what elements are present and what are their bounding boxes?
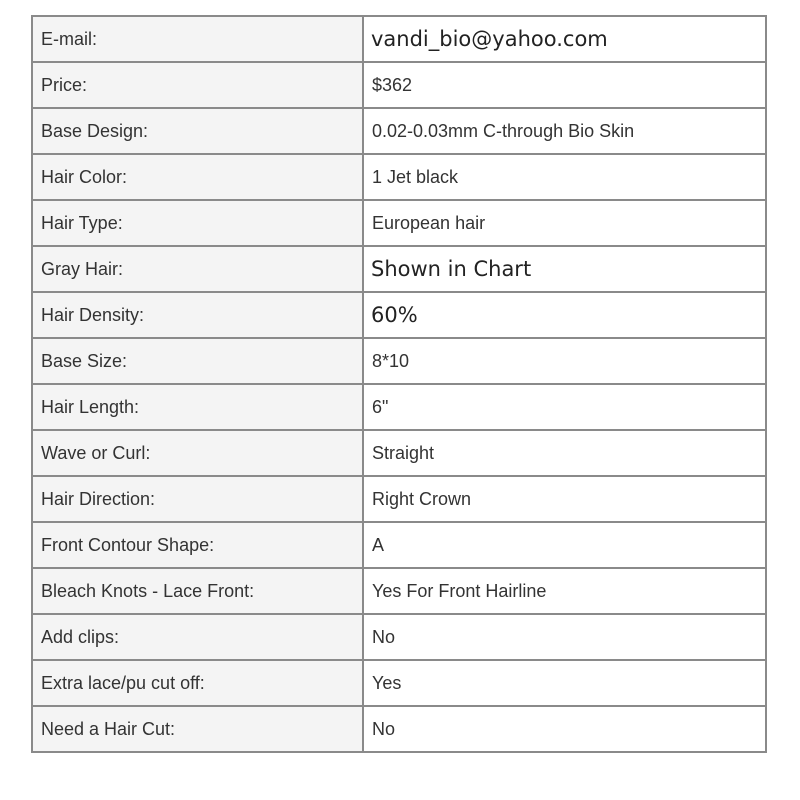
table-row (32, 384, 766, 430)
hair-direction-label: Hair Direction: (32, 476, 363, 522)
hair-density-label: Hair Density: (32, 292, 363, 338)
email-label: E-mail: (32, 16, 363, 62)
table-row (32, 338, 766, 384)
base-size-label: Base Size: (32, 338, 363, 384)
bleach-knots-label: Bleach Knots - Lace Front: (32, 568, 363, 614)
gray-hair-label: Gray Hair: (32, 246, 363, 292)
hair-type-value: European hair (363, 200, 766, 246)
front-contour-shape-value: A (363, 522, 766, 568)
price-value: $362 (363, 62, 766, 108)
table-row (32, 614, 766, 660)
add-clips-value: No (363, 614, 766, 660)
extra-lace-cut-off-value: Yes (363, 660, 766, 706)
table-row (32, 108, 766, 154)
table-row (32, 568, 766, 614)
table-row (32, 706, 766, 752)
hair-length-label: Hair Length: (32, 384, 363, 430)
gray-hair-value: Shown in Chart (363, 246, 766, 292)
hair-length-value: 6" (363, 384, 766, 430)
table-row (32, 16, 766, 62)
bleach-knots-value: Yes For Front Hairline (363, 568, 766, 614)
need-hair-cut-value: No (363, 706, 766, 752)
base-design-label: Base Design: (32, 108, 363, 154)
table-row (32, 522, 766, 568)
hair-color-label: Hair Color: (32, 154, 363, 200)
table-row (32, 292, 766, 338)
need-hair-cut-label: Need a Hair Cut: (32, 706, 363, 752)
base-design-value: 0.02-0.03mm C-through Bio Skin (363, 108, 766, 154)
table-row (32, 246, 766, 292)
front-contour-shape-label: Front Contour Shape: (32, 522, 363, 568)
base-size-value: 8*10 (363, 338, 766, 384)
table-row (32, 200, 766, 246)
table-row (32, 476, 766, 522)
add-clips-label: Add clips: (32, 614, 363, 660)
wave-or-curl-value: Straight (363, 430, 766, 476)
wave-or-curl-label: Wave or Curl: (32, 430, 363, 476)
table-row (32, 62, 766, 108)
hair-density-value: 60% (363, 292, 766, 338)
extra-lace-cut-off-label: Extra lace/pu cut off: (32, 660, 363, 706)
price-label: Price: (32, 62, 363, 108)
hair-direction-value: Right Crown (363, 476, 766, 522)
email-value: vandi_bio@yahoo.com (363, 16, 766, 62)
order-spec-body (32, 16, 766, 752)
table-row (32, 430, 766, 476)
hair-type-label: Hair Type: (32, 200, 363, 246)
hair-color-value: 1 Jet black (363, 154, 766, 200)
table-row (32, 154, 766, 200)
table-row (32, 660, 766, 706)
order-spec-table (31, 15, 767, 753)
